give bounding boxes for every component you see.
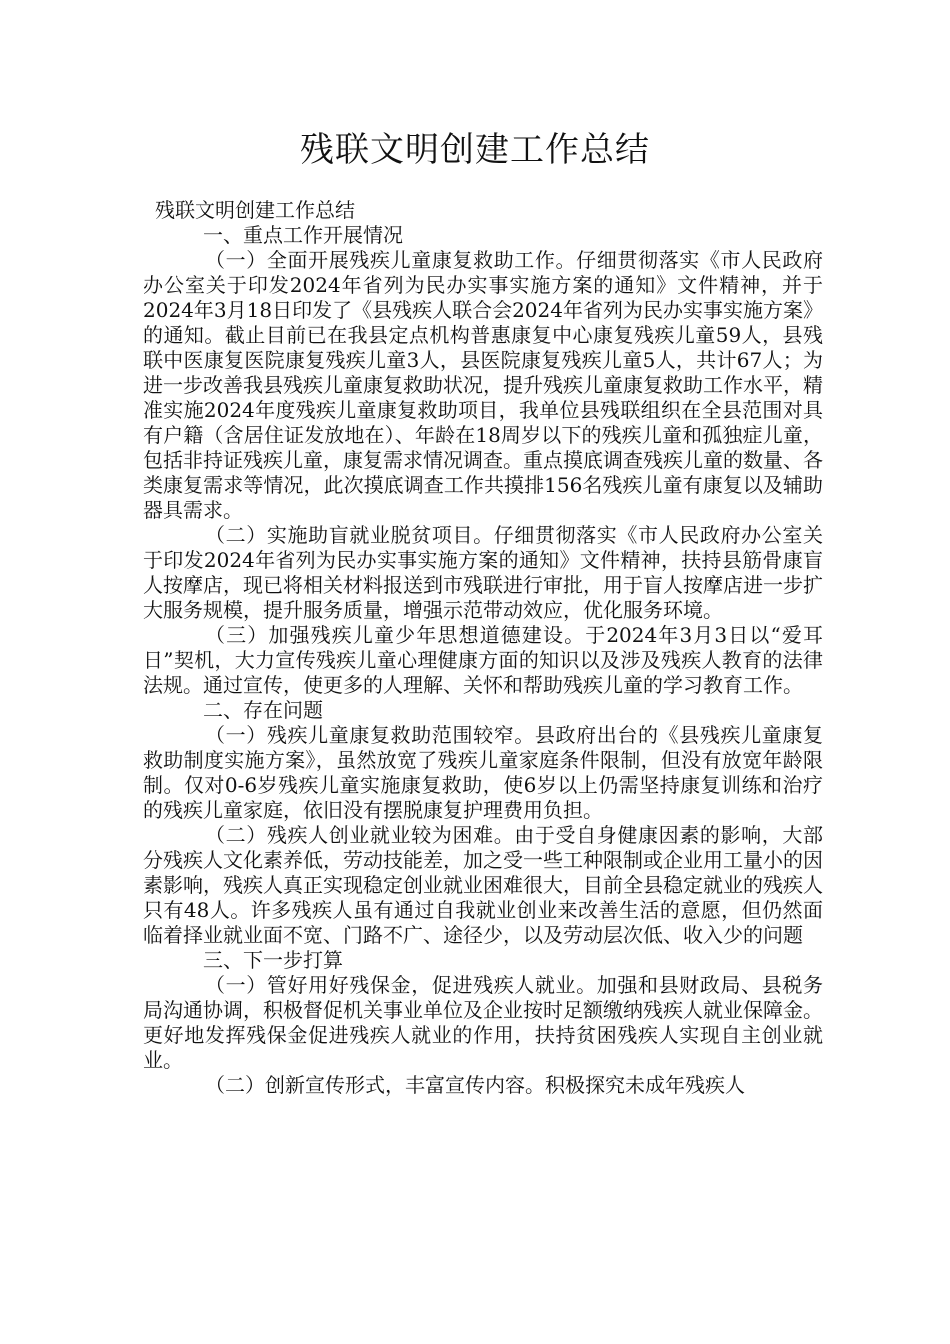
document-title: 残联文明创建工作总结 — [300, 130, 650, 170]
paragraph: （二）实施助盲就业脱贫项目。仔细贯彻落实《市人民政府办公室关于印发2024年省列为民办实事实施方案的通知》文件精神，扶持县筋骨康盲人按摩店，现已将相关材料报送到市残联进行审批，用于盲人按摩店进一步扩大服务规模，提升服务质量，增强示范带动效应，优化服务环境。 — [143, 523, 823, 622]
document-body — [143, 198, 823, 1098]
paragraph: （三）加强残疾儿童少年思想道德建设。于2024年3月3日以“爱耳日”契机，大力宣传残疾儿童心理健康方面的知识以及涉及残疾人教育的法律法规。通过宣传，使更多的人理解、关怀和帮助残疾儿童的学习教育工作。 — [143, 623, 823, 697]
document-subtitle: 残联文明创建工作总结 — [155, 198, 355, 222]
paragraph: （一）残疾儿童康复救助范围较窄。县政府出台的《县残疾儿童康复救助制度实施方案》，虽然放宽了残疾儿童家庭条件限制，但没有放宽年龄限制。仅对0-6岁残疾儿童实施康复救助，使6岁以上仍需坚持康复训练和治疗的残疾儿童家庭，依旧没有摆脱康复护理费用负担。 — [143, 723, 823, 822]
paragraph: （二）残疾人创业就业较为困难。由于受自身健康因素的影响，大部分残疾人文化素养低，劳动技能差，加之受一些工种限制或企业用工量小的因素影响，残疾人真正实现稳定创业就业困难很大，目前全县稳定就业的残疾人只有48人。许多残疾人虽有通过自我就业创业来改善生活的意愿，但仍然面临着择业就业面不宽、门路不广、途径少，以及劳动层次低、收入少的问题 — [143, 823, 823, 947]
section-heading-2: 二、存在问题 — [203, 698, 323, 722]
paragraph: （二）创新宣传形式，丰富宣传内容。积极探究未成年残疾人 — [205, 1073, 745, 1097]
paragraph: （一）全面开展残疾儿童康复救助工作。仔细贯彻落实《市人民政府办公室关于印发2024年省列为民办实事实施方案的通知》文件精神，并于2024年3月18日印发了《县残疾人联合会2024年省列为民办实事实施方案》的通知。截止目前已在我县定点机构普惠康复中心康复残疾儿童59人，县残联中医康复医院康复残疾儿童3人，县医院康复残疾儿童5人，共计67人；为进一步改善我县残疾儿童康复救助状况，提升残疾儿童康复救助工作水平，精准实施2024年度残疾儿童康复救助项目，我单位县残联组织在全县范围对具有户籍（含居住证发放地在）、年龄在18周岁以下的残疾儿童和孤独症儿童，包括非持证残疾儿童，康复需求情况调查。重点摸底调查残疾儿童的数量、各类康复需求等情况，此次摸底调查工作共摸排156名残疾儿童有康复以及辅助器具需求。 — [143, 248, 823, 522]
section-heading-1: 一、重点工作开展情况 — [203, 223, 403, 247]
section-heading-3: 三、下一步打算 — [203, 948, 343, 972]
paragraph: （一）管好用好残保金，促进残疾人就业。加强和县财政局、县税务局沟通协调，积极督促机关事业单位及企业按时足额缴纳残疾人就业保障金。更好地发挥残保金促进残疾人就业的作用，扶持贫困残疾人实现自主创业就业。 — [143, 973, 823, 1072]
